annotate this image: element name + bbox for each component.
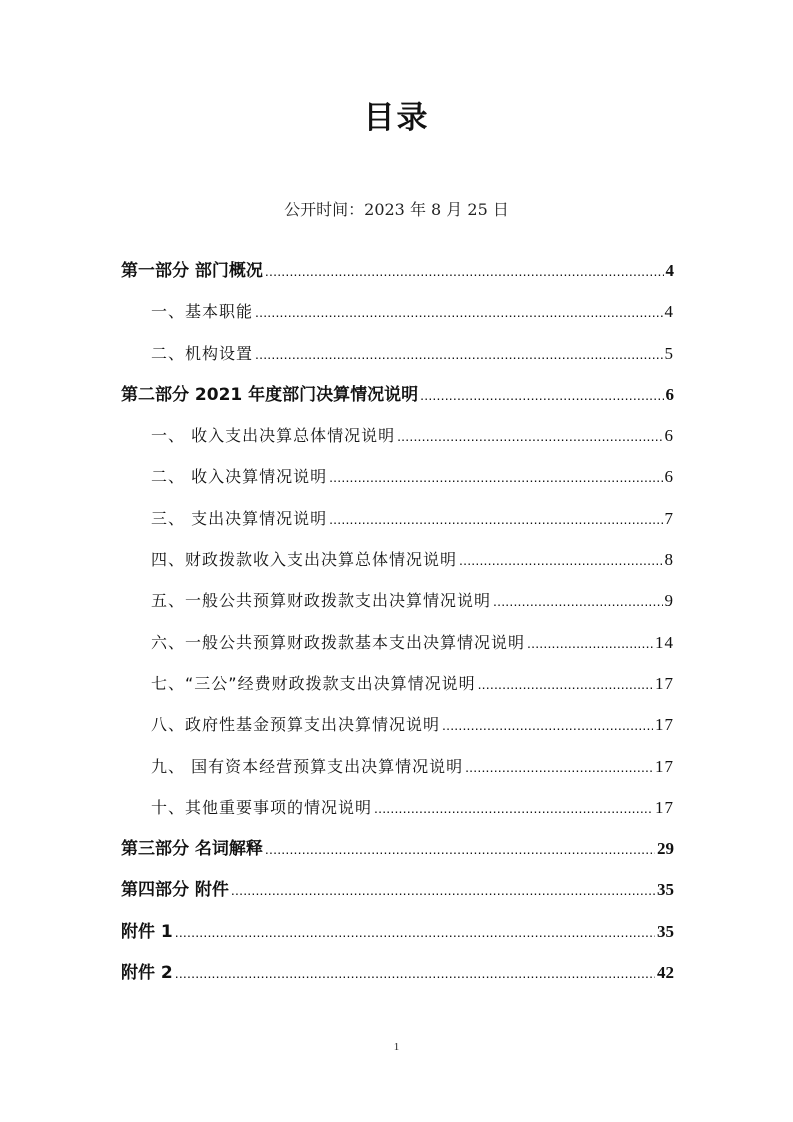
toc-subsection-entry[interactable] — [121, 622, 674, 663]
toc-entry-page: 4 — [664, 302, 674, 322]
toc-dot-leader — [493, 580, 662, 622]
toc-entry-page: 17 — [655, 756, 674, 776]
toc-section-entry[interactable] — [121, 952, 674, 993]
toc-entry-page: 35 — [657, 921, 674, 941]
toc-entry-label: 二、 收入决算情况说明 — [151, 467, 328, 487]
toc-dot-leader — [175, 953, 655, 994]
toc-entry-page: 17 — [655, 797, 674, 817]
toc-entry-page: 35 — [657, 880, 674, 900]
toc-entry-page: 6 — [664, 426, 674, 446]
toc-entry-label: 七、“三公”经费财政拨款支出决算情况说明 — [151, 673, 476, 693]
toc-dot-leader — [265, 829, 655, 870]
toc-entry-page: 9 — [664, 591, 674, 611]
toc-entry-page: 14 — [655, 632, 674, 652]
toc-dot-leader — [265, 251, 664, 292]
toc-dot-leader — [175, 912, 655, 953]
toc-dot-leader — [255, 333, 662, 375]
toc-dot-leader — [459, 539, 662, 581]
toc-section-entry[interactable] — [121, 250, 674, 291]
toc-entry-label: 九、 国有资本经营预算支出决算情况说明 — [151, 756, 464, 776]
toc-dot-leader — [420, 375, 663, 416]
page-title: 目录 — [363, 100, 430, 136]
toc-dot-leader — [231, 870, 655, 911]
toc-subsection-entry[interactable] — [121, 291, 674, 332]
toc-section-entry[interactable] — [121, 828, 674, 869]
toc-entry-page: 6 — [664, 467, 674, 487]
toc-entry-label: 八、政府性基金预算支出决算情况说明 — [151, 715, 441, 735]
toc-dot-leader — [329, 498, 662, 540]
toc-subsection-entry[interactable] — [121, 580, 674, 621]
toc-entry-page: 17 — [655, 673, 674, 693]
toc-entry-label: 六、一般公共预算财政拨款基本支出决算情况说明 — [151, 632, 526, 652]
toc-subsection-entry[interactable] — [121, 787, 674, 828]
toc-subsection-entry[interactable] — [121, 333, 674, 374]
toc-entry-label: 第四部分 附件 — [121, 880, 229, 901]
toc-entry-label: 第二部分 2021 年度部门决算情况说明 — [121, 384, 419, 405]
toc-entry-label: 四、财政拨款收入支出决算总体情况说明 — [151, 550, 458, 570]
toc-entry-page: 7 — [664, 508, 674, 528]
toc-dot-leader — [329, 456, 662, 498]
toc-dot-leader — [374, 787, 653, 829]
publish-date: 公开时间：2023 年 8 月 25 日 — [284, 200, 509, 219]
toc-entry-page: 6 — [665, 384, 674, 404]
toc-entry-label: 二、机构设置 — [151, 343, 254, 363]
toc-dot-leader — [442, 704, 653, 746]
toc-subsection-entry[interactable] — [121, 704, 674, 745]
toc-dot-leader — [527, 622, 653, 664]
toc-entry-label: 一、基本职能 — [151, 302, 254, 322]
toc-section-entry[interactable] — [121, 374, 674, 415]
toc-dot-leader — [465, 746, 653, 788]
toc-entry-page: 4 — [665, 261, 674, 280]
toc-entry-page: 29 — [657, 839, 674, 859]
toc-section-entry[interactable] — [121, 869, 674, 910]
toc-subsection-entry[interactable] — [121, 498, 674, 539]
toc-entry-label: 附件 1 — [121, 921, 173, 942]
toc-entry-page: 17 — [655, 715, 674, 735]
toc-entry-page: 5 — [664, 343, 674, 363]
toc-entry-label: 五、一般公共预算财政拨款支出决算情况说明 — [151, 591, 492, 611]
page-number: 1 — [393, 1041, 400, 1053]
toc-subsection-entry[interactable] — [121, 415, 674, 456]
toc-dot-leader — [478, 663, 653, 705]
toc-subsection-entry[interactable] — [121, 746, 674, 787]
toc-entry-label: 一、 收入支出决算总体情况说明 — [151, 426, 396, 446]
toc-dot-leader — [397, 415, 662, 457]
toc-entry-label: 十、其他重要事项的情况说明 — [151, 797, 373, 817]
toc-entry-label: 三、 支出决算情况说明 — [151, 508, 328, 528]
toc-entry-label: 附件 2 — [121, 963, 173, 984]
toc-section-entry[interactable] — [121, 911, 674, 952]
toc-entry-page: 42 — [657, 963, 674, 983]
toc-entry-label: 第一部分 部门概况 — [121, 261, 263, 281]
table-of-contents — [121, 250, 674, 993]
toc-entry-page: 8 — [664, 550, 674, 570]
toc-subsection-entry[interactable] — [121, 663, 674, 704]
toc-subsection-entry[interactable] — [121, 539, 674, 580]
toc-entry-label: 第三部分 名词解释 — [121, 839, 263, 860]
toc-dot-leader — [255, 291, 662, 333]
toc-subsection-entry[interactable] — [121, 456, 674, 497]
